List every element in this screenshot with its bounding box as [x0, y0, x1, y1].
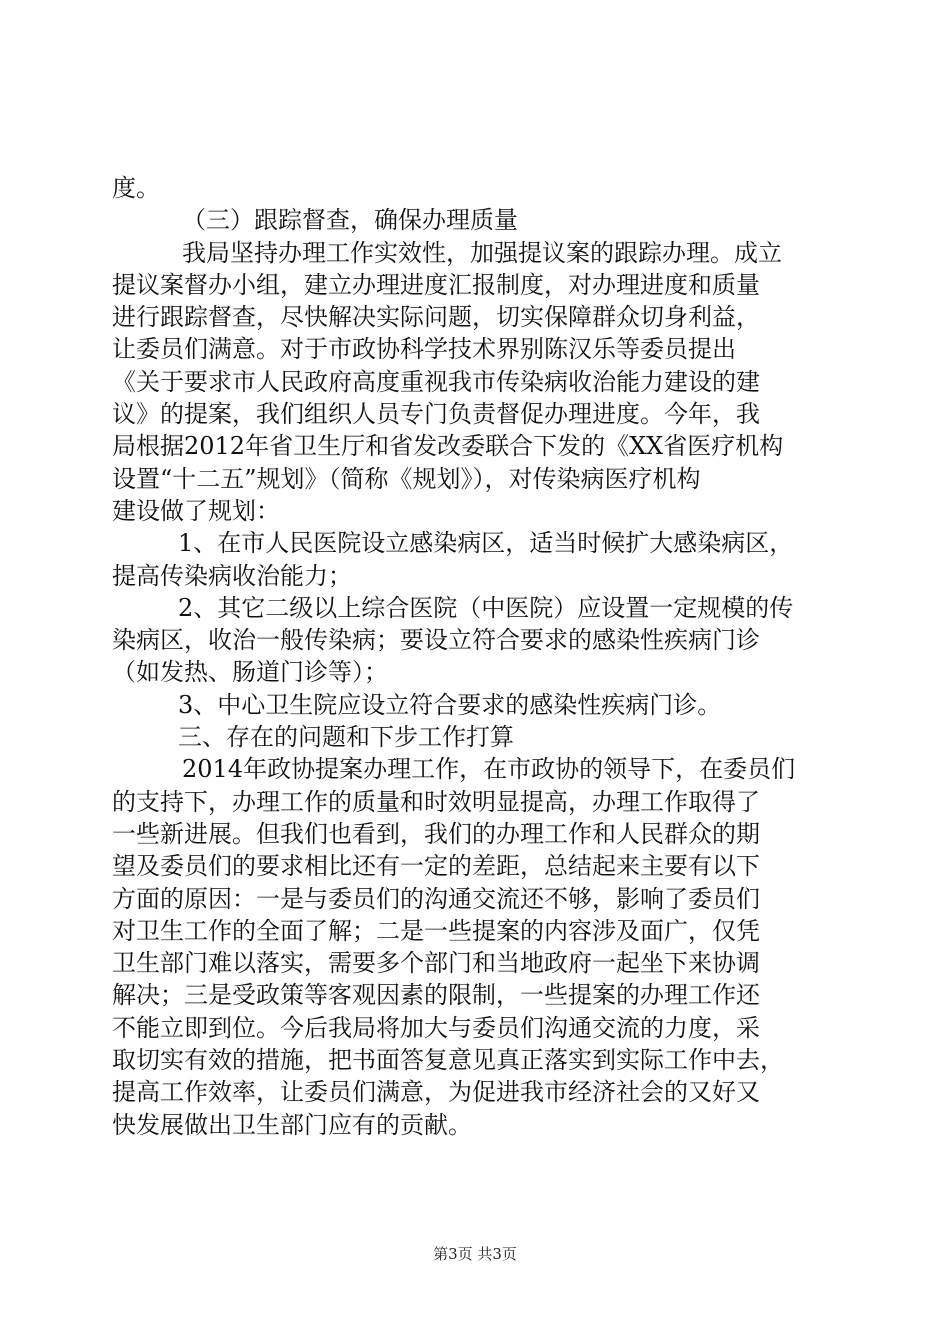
list-item-1: 1、在市人民医院设立感染病区，适当时候扩大感染病区， — [178, 529, 794, 558]
text-line: 让委员们满意。对于市政协科学技术界别陈汉乐等委员提出 — [112, 335, 736, 364]
text-line: 卫生部门难以落实，需要多个部门和当地政府一起坐下来协调 — [112, 949, 760, 978]
text-line: 染病区，收治一般传染病；要设立符合要求的感染性疾病门诊 — [112, 626, 760, 655]
text-line: 设置“十二五”规划》（简称《规划》），对传染病医疗机构 — [112, 464, 701, 493]
text-line: 建设做了规划： — [112, 496, 280, 525]
section-heading: 三、存在的问题和下步工作打算 — [178, 723, 514, 752]
text-line: 取切实有效的措施，把书面答复意见真正落实到实际工作中去， — [112, 1046, 784, 1075]
text-line: 的支持下，办理工作的质量和时效明显提高，办理工作取得了 — [112, 787, 760, 816]
paragraph-first-line: 2014年政协提案办理工作，在市政协的领导下，在委员们 — [182, 755, 796, 784]
text-line: 提高工作效率，让委员们满意，为促进我市经济社会的又好又 — [112, 1078, 760, 1107]
text-line: 对卫生工作的全面了解；二是一些提案的内容涉及面广，仅凭 — [112, 916, 760, 945]
text-line: 议》的提案，我们组织人员专门负责督促办理进度。今年，我 — [112, 400, 760, 429]
page-number-footer: 第3页 共3页 — [433, 1245, 517, 1263]
paragraph-first-line: 我局坚持办理工作实效性，加强提议案的跟踪办理。成立 — [182, 238, 782, 267]
list-item-2: 2、其它二级以上综合医院（中医院）应设置一定规模的传 — [178, 593, 794, 622]
text-line: （如发热、肠道门诊等）； — [112, 658, 388, 687]
document-body — [112, 172, 857, 1141]
text-line: 不能立即到位。今后我局将加大与委员们沟通交流的力度，采 — [112, 1013, 760, 1042]
text-line: 一些新进展。但我们也看到，我们的办理工作和人民群众的期 — [112, 819, 760, 848]
text-line: 提议案督办小组，建立办理进度汇报制度，对办理进度和质量 — [112, 270, 760, 299]
list-item-3: 3、中心卫生院应设立符合要求的感染性疾病门诊。 — [178, 690, 722, 719]
text-line: 快发展做出卫生部门应有的贡献。 — [112, 1110, 472, 1139]
section-heading: （三）跟踪督查，确保办理质量 — [182, 206, 518, 235]
text-line: 方面的原因：一是与委员们的沟通交流还不够，影响了委员们 — [112, 884, 760, 913]
text-line: 度。 — [112, 174, 160, 202]
text-line: 局根据2012年省卫生厅和省发改委联合下发的《XX省医疗机构 — [112, 432, 784, 461]
text-line: 提高传染病收治能力； — [112, 561, 352, 590]
text-line: 解决；三是受政策等客观因素的限制，一些提案的办理工作还 — [112, 981, 760, 1010]
text-line: 《关于要求市人民政府高度重视我市传染病收治能力建设的建 — [112, 367, 760, 396]
text-line: 望及委员们的要求相比还有一定的差距，总结起来主要有以下 — [112, 852, 760, 881]
text-line: 进行跟踪督查，尽快解决实际问题，切实保障群众切身利益， — [112, 303, 760, 332]
